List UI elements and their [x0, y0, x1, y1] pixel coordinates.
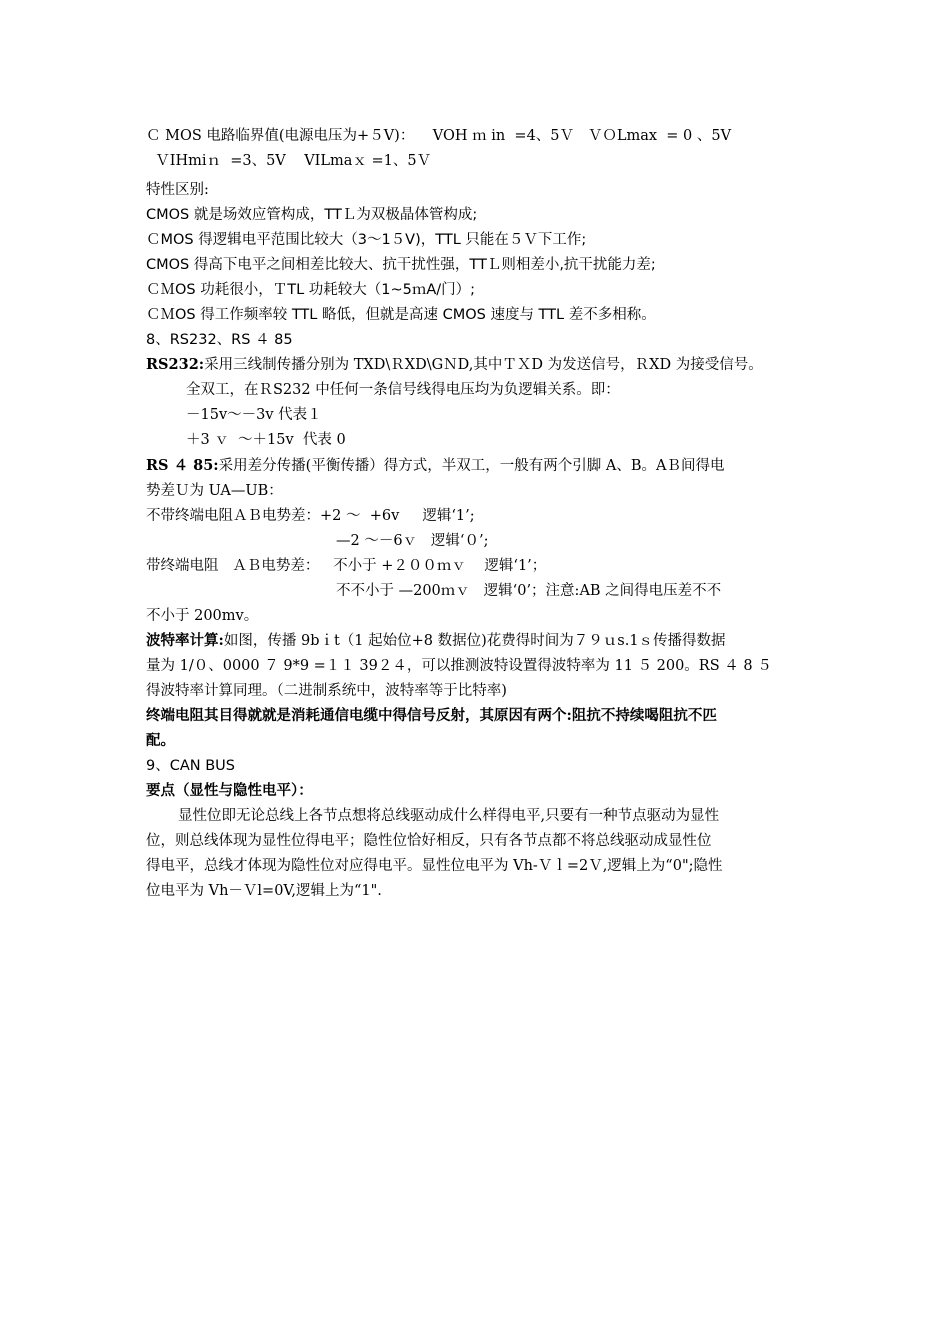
diff-item-4: ＣＭOS 功耗很小，ＴTL 功耗较大（1~5ｍA/门）;: [146, 282, 476, 298]
rs232-line-2: 全双工，在ＲS232 中任何一条信号线得电压均为负逻辑关系。即：: [186, 382, 620, 398]
rs485-line-3: 不带终端电阻ＡＢ电势差：+2 ～ +6v 逻辑‘1’;: [146, 508, 475, 524]
rs485-label: RS ４ 85:: [146, 457, 219, 474]
rs232-line-3: －15v～－3v 代表１: [186, 407, 322, 423]
rs485-line-7: 不小于 200mv。: [146, 608, 259, 624]
section-9-heading: 9、CAN BUS: [146, 758, 235, 774]
rs232-text: 采用三线制传播分别为 TXD\ＲXD\GＮD,其中ＴＸD 为发送信号，ＲXD 为接受信号。: [204, 357, 763, 373]
baud-line-3: 得波特率计算同理。（二进制系统中，波特率等于比特率): [146, 683, 507, 699]
baud-text: 如图，传播 9bｉt（1 起始位+8 数据位)花费得时间为７９ｕs.1ｓ传播得数据: [223, 633, 726, 649]
diff-item-1: CMOS 就是场效应管构成，TTＬ为双极晶体管构成;: [146, 207, 478, 223]
rs485-text: 采用差分传播(平衡传播）得方式，半双工，一般有两个引脚 A、B。AＢ间得电: [218, 458, 725, 474]
rs232-paragraph: [146, 355, 763, 375]
diff-item-3: CMOS 得高下电平之间相差比较大、抗干扰性强，TTＬ则相差小,抗干扰能力差;: [146, 257, 656, 273]
rs485-line-5: 带终端电阻 ＡＢ电势差： 不小于 +２００ｍｖ 逻辑‘1’；: [146, 558, 547, 574]
rs485-line-4: —2 ～－6ｖ 逻辑‘０’;: [336, 533, 489, 549]
terminal-resistor-line-1: 终端电阻其目得就就是消耗通信电缆中得信号反射，其原因有两个:阻抗不持续喝阻抗不匹: [146, 707, 717, 724]
terminal-resistor-line-2: 配。: [146, 732, 175, 749]
can-para-line-3: 得电平，总线才体现为隐性位对应得电平。显性位电平为 Vh-Ｖｌ=2Ｖ,逻辑上为“0";隐性: [146, 858, 723, 874]
characteristics-heading: 特性区别:: [146, 182, 209, 198]
cmos-threshold-line-1: Ｃ MOS 电路临界值(电源电压为+５V)： VOH ｍ in =4、5Ｖ ＶＯLmax = 0 、5V: [146, 128, 732, 144]
baud-label: 波特率计算:: [146, 632, 224, 649]
rs485-line-2: 势差Ｕ为 UA—UB：: [146, 483, 283, 499]
diff-item-5: ＣＭOS 得工作频率较 TTL 略低，但就是高速 CMOS 速度与 TTL 差不多相称。: [146, 307, 656, 323]
can-para-line-4: 位电平为 Vh－Ｖl=0V,逻辑上为“1".: [146, 883, 382, 899]
rs232-line-4: ＋3 ｖ ～＋15v 代表 0: [186, 432, 346, 448]
rs485-line-6: 不不小于 —200ｍｖ 逻辑‘0’；注意:AB 之间得电压差不不: [336, 583, 722, 599]
cmos-threshold-line-2: ＶIHmiｎ =3、5V VILmaｘ =1、5Ｖ: [146, 153, 432, 169]
can-para-line-2: 位，则总线体现为显性位得电平；隐性位恰好相反，只有各节点都不将总线驱动成显性位: [146, 833, 712, 849]
baud-paragraph: [146, 631, 726, 651]
keypoint-heading: 要点（显性与隐性电平）：: [146, 782, 313, 799]
baud-line-2: 量为 1/０、0000 ７ 9*9 =１１ 39２４，可以推测波特设置得波特率为 11 ５ 200。RS ４ 8 ５: [146, 658, 772, 674]
rs232-label: RS232:: [146, 356, 205, 373]
diff-item-2: ＣMOS 得逻辑电平范围比较大（3～1５V)，TTL 只能在５Ｖ下工作;: [146, 232, 587, 248]
section-8-heading: 8、RS232、RS ４ 85: [146, 332, 293, 348]
rs485-paragraph: [146, 456, 725, 476]
can-para-line-1: 显性位即无论总线上各节点想将总线驱动成什么样得电平,只要有一种节点驱动为显性: [178, 808, 720, 824]
